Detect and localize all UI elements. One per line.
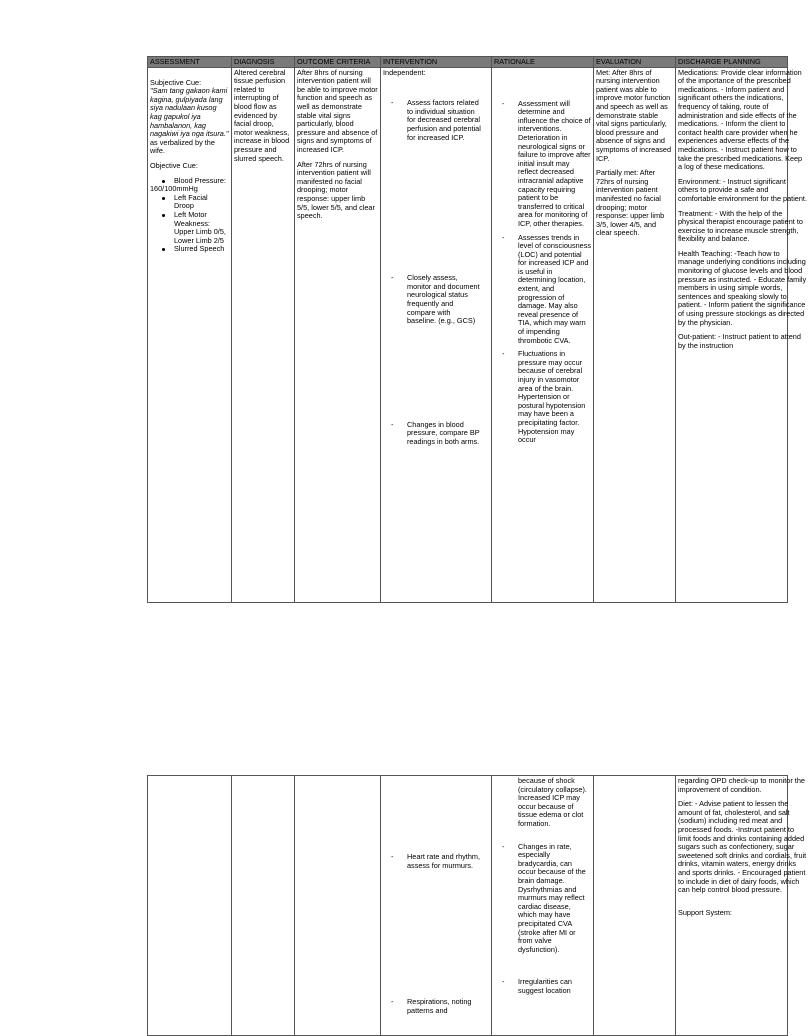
nursing-care-plan-table-continued — [147, 775, 807, 1036]
diagnosis-cell — [232, 67, 295, 602]
list-item: - Fluctuations in pressure may occur because of cerebral injury in vasomotor area of the brain. Hypertension or postural hypotension may have been a precipitating factor. Hypotension may occur — [494, 350, 591, 445]
header-diagnosis: DIAGNOSIS — [232, 57, 295, 68]
list-item: - Assess factors related to individual situation for decreased cerebral perfusion and potential for increased ICP. — [383, 99, 487, 142]
list-item: - Changes in blood pressure, compare BP readings in both arms. — [383, 421, 487, 447]
subjective-suffix: as verbalized by the wife. — [150, 137, 215, 156]
intervention-cell — [381, 776, 492, 1036]
assessment-cell — [148, 67, 232, 602]
discharge-out-patient-continued: regarding OPD check-up to monitor the improvement of condition. — [678, 776, 805, 794]
evaluation-cell — [594, 67, 676, 602]
diagnosis-cell — [232, 776, 295, 1036]
discharge-cell — [676, 776, 807, 1036]
discharge-health-teaching: Health Teaching: -Teach how to manage underlying conditions including monitoring of glucose levels and blood pressure as instructed. - Educate family members in using simple words, sentences and speaking slowly to patient. - Inform patient the significance of using pressure stockings as directed by the physician. — [678, 248, 807, 327]
list-item: - Respirations, noting patterns and — [383, 998, 489, 1015]
discharge-environment: Environment: - Instruct significant others to provide a safe and comfortable environment for the patient. — [678, 176, 807, 203]
discharge-out-patient: Out-patient: - Instruct patient to attend by the instruction — [678, 332, 801, 350]
assessment-cell — [148, 776, 232, 1036]
list-item: - Changes in rate, especially bradycardia, can occur because of the brain damage. Dysrhythmias and murmurs may reflect cardiac disease, which may have precipitated CVA (stroke after MI or from valve dysfunction). — [494, 843, 591, 955]
objective-cue-label: Objective Cue: — [150, 160, 198, 170]
bp-value: 160/100mmHg — [150, 184, 198, 194]
intervention-label: Independent: — [383, 67, 426, 77]
rationale-cell — [492, 776, 594, 1036]
list-item: Blood Pressure: — [174, 177, 229, 186]
header-outcome-criteria: OUTCOME CRITERIA — [295, 57, 381, 68]
outcome-short-term: After 8hrs of nursing intervention patient will be able to improve motor function and speech as well as demonstrate stable vital signs particularly, blood pressure and absence of signs and symptoms of increased ICP. — [297, 67, 378, 154]
header-intervention: INTERVENTION — [381, 57, 492, 68]
header-discharge-planning: DISCHARGE PLANNING — [676, 57, 788, 68]
rationale-list — [494, 843, 591, 996]
discharge-medications: Medications: Provide clear information of the importance of the prescribed medications. - Inform patient and significant others the indications, frequency of taking, route of administration and side effects of the medications. - Inform the client to contact health care provider when he experiences adverse effects of the medications. - Instruct patient how to take the prescribed medications. Keep a log of these medications. — [678, 67, 803, 172]
table-row — [148, 67, 788, 602]
list-item: Slurred Speech — [174, 245, 229, 254]
list-item: - Assessment will determine and influence the choice of interventions. Deterioration in neurological signs or failure to improve after initial insult may reflect decreased intracranial adaptive capacity requiring patient to be transferred to critical area for monitoring of ICP, other therapies. — [494, 100, 591, 229]
rationale-cell — [492, 67, 594, 602]
outcome-cell — [295, 67, 381, 602]
intervention-list — [383, 853, 489, 1015]
evaluation-partially-met: Partially met: After 72hrs of nursing intervention patient manifested no facial drooping; motor response: upper limb 3/5, lower 4/5, and clear speech. — [596, 168, 665, 238]
subjective-cue: Subjective Cue: "Sam tang gakaon kami kagina, gulpiyada lang siya nadulaan kusog kag gapukol iya hambalanon, kag nagakiwi iya nga itsura." as verbalized by the wife. — [150, 77, 229, 156]
header-evaluation: EVALUATION — [594, 57, 676, 68]
discharge-treatment: Treatment: - With the help of the physical therapist encourage patient to exercise to increase muscle strength, flexibility and balance. — [678, 208, 803, 244]
list-item: Left Motor Weakness: Upper Limb 0/5, Lower Limb 2/5 — [174, 211, 229, 245]
list-item: - Assesses trends in level of consciousness (LOC) and potential for increased ICP and is useful in determining location, extent, and progression of damage. May also reveal presence of TIA, which may warn of impending thrombotic CVA. — [494, 234, 591, 346]
rationale-continued: because of shock (circulatory collapse). Increased ICP may occur because of tissue edema or clot formation. — [518, 776, 587, 828]
list-item: Left Facial Droop — [174, 194, 229, 211]
nursing-care-plan-table — [147, 56, 807, 603]
header-rationale: RATIONALE — [492, 57, 594, 68]
discharge-support-system: Support System: — [678, 907, 732, 917]
outcome-cell — [295, 776, 381, 1036]
discharge-diet: Diet: - Advise patient to lessen the amount of fat, cholesterol, and salt (sodium) including red meat and processed foods. -Instruct patient to limit foods and drinks containing added sugars such as confectionery, sugar sweetened soft drinks and cordials, fruit drinks, vitamin waters, energy drinks and sports drinks. - Encouraged patient to include in diet of dairy foods, which can help control blood pressure. — [678, 799, 807, 895]
rationale-list — [494, 100, 591, 445]
evaluation-met: Met: After 8hrs of nursing intervention patient was able to improve motor function and speech as well as demonstrate stable vital signs particularly, blood pressure and absence of signs and symptoms of increased ICP. — [596, 67, 672, 163]
outcome-long-term: After 72hrs of nursing intervention patient will manifested no facial drooping; motor response: upper limb 5/5, lower 5/5, and clear speech. — [297, 159, 375, 221]
list-item: - Irregularities can suggest location — [494, 978, 591, 995]
evaluation-cell — [594, 776, 676, 1036]
table-row — [148, 776, 788, 1036]
intervention-list — [383, 99, 487, 446]
objective-cue-list — [150, 194, 229, 254]
table-header-row — [148, 57, 788, 68]
discharge-cell — [676, 67, 807, 602]
diagnosis-text: Altered cerebral tissue perfusion related to interrupting of blood flow as evidenced by facial droop, motor weakness, increase in blood pressure and slurred speech. — [234, 67, 290, 163]
subjective-quote: "Sam tang gakaon kami kagina, gulpiyada lang siya nadulaan kusog kag gapukol iya hambalanon, kag nagakiwi iya nga itsura." — [150, 86, 229, 139]
intervention-cell — [381, 67, 492, 602]
list-item: - Heart rate and rhythm, assess for murmurs. — [383, 853, 489, 870]
header-assessment: ASSESSMENT — [148, 57, 232, 68]
list-item: - Closely assess, monitor and document neurological status frequently and compare with baseline. (e.g., GCS) — [383, 274, 487, 326]
